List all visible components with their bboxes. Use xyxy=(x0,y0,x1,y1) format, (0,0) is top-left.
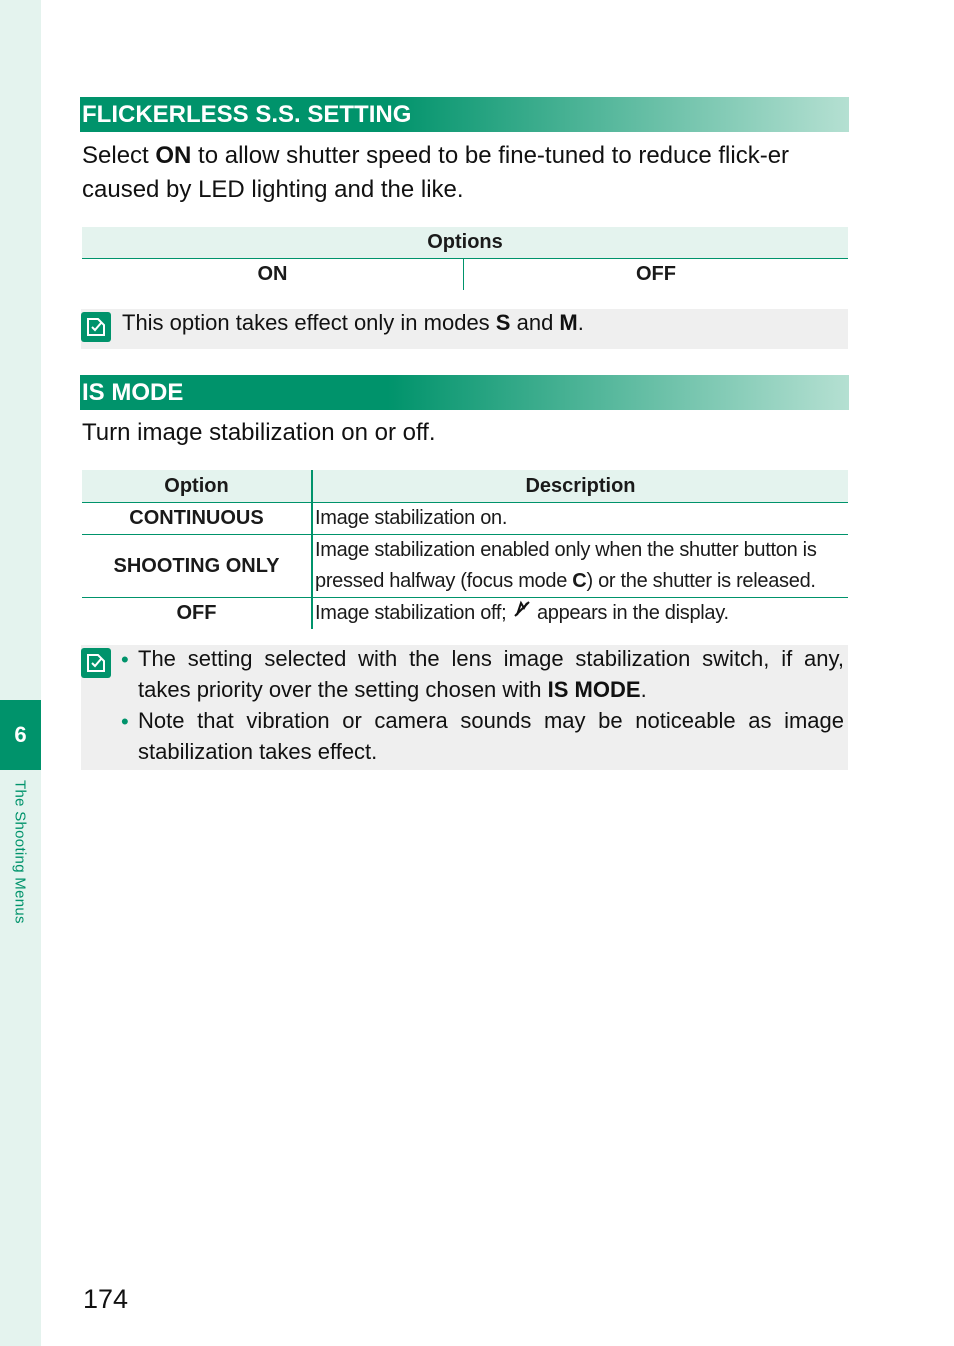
option-on: ON xyxy=(82,259,464,290)
note-icon xyxy=(81,312,111,342)
is-mode-options-table xyxy=(82,470,848,629)
option-continuous: CONTINUOUS xyxy=(129,507,264,529)
bullet-icon: • xyxy=(121,647,129,672)
note-box xyxy=(81,309,848,349)
sidebar xyxy=(0,0,41,1346)
table-header xyxy=(82,470,848,503)
table-row xyxy=(82,503,848,535)
note-text: This option takes effect only in modes S and M. xyxy=(122,310,584,335)
option-off: OFF xyxy=(636,263,676,285)
table-header: Options xyxy=(82,227,848,259)
bullet-icon: • xyxy=(121,709,129,734)
focus-mode-c: C xyxy=(572,570,587,592)
column-header-description: Description xyxy=(311,470,848,502)
is-mode-description: Turn image stabilization on or off. xyxy=(82,419,436,446)
stabilization-off-icon xyxy=(512,598,532,629)
note-item: Note that vibration or camera sounds may be noticeable as image stabilization takes effect. xyxy=(138,708,844,764)
note-icon xyxy=(81,648,111,678)
chapter-number: 6 xyxy=(14,722,27,747)
chapter-tab xyxy=(0,700,41,770)
page-number: 174 xyxy=(83,1284,129,1314)
section-heading-is-mode: IS MODE xyxy=(80,375,849,410)
section-heading-flickerless: FLICKERLESS S.S. SETTING xyxy=(80,97,849,132)
flickerless-description: Select ON to allow shutter speed to be fine-tuned to reduce flick-er caused by LED lighting and the like. xyxy=(82,142,790,203)
option-shooting-only: SHOOTING ONLY xyxy=(113,554,280,577)
table-row xyxy=(82,535,848,598)
table-row xyxy=(82,259,848,290)
table-row xyxy=(82,598,848,629)
chapter-title: The Shooting Menus xyxy=(11,780,29,924)
note-item: The setting selected with the lens image stabilization switch, if any, takes priority over the setting chosen with IS MODE. xyxy=(138,646,844,702)
flickerless-options-table xyxy=(82,227,848,290)
column-header-option: Option xyxy=(164,474,229,497)
description-off: Image stabilization off; appears in the display. xyxy=(311,598,848,629)
description-continuous: Image stabilization on. xyxy=(311,503,848,534)
description-shooting-only: Image stabilization enabled only when the shutter button is pressed halfway (focus mode C) or the shutter is released. xyxy=(311,535,848,597)
option-on-text: ON xyxy=(155,142,192,169)
note-box xyxy=(81,645,848,770)
option-off: OFF xyxy=(176,602,217,624)
